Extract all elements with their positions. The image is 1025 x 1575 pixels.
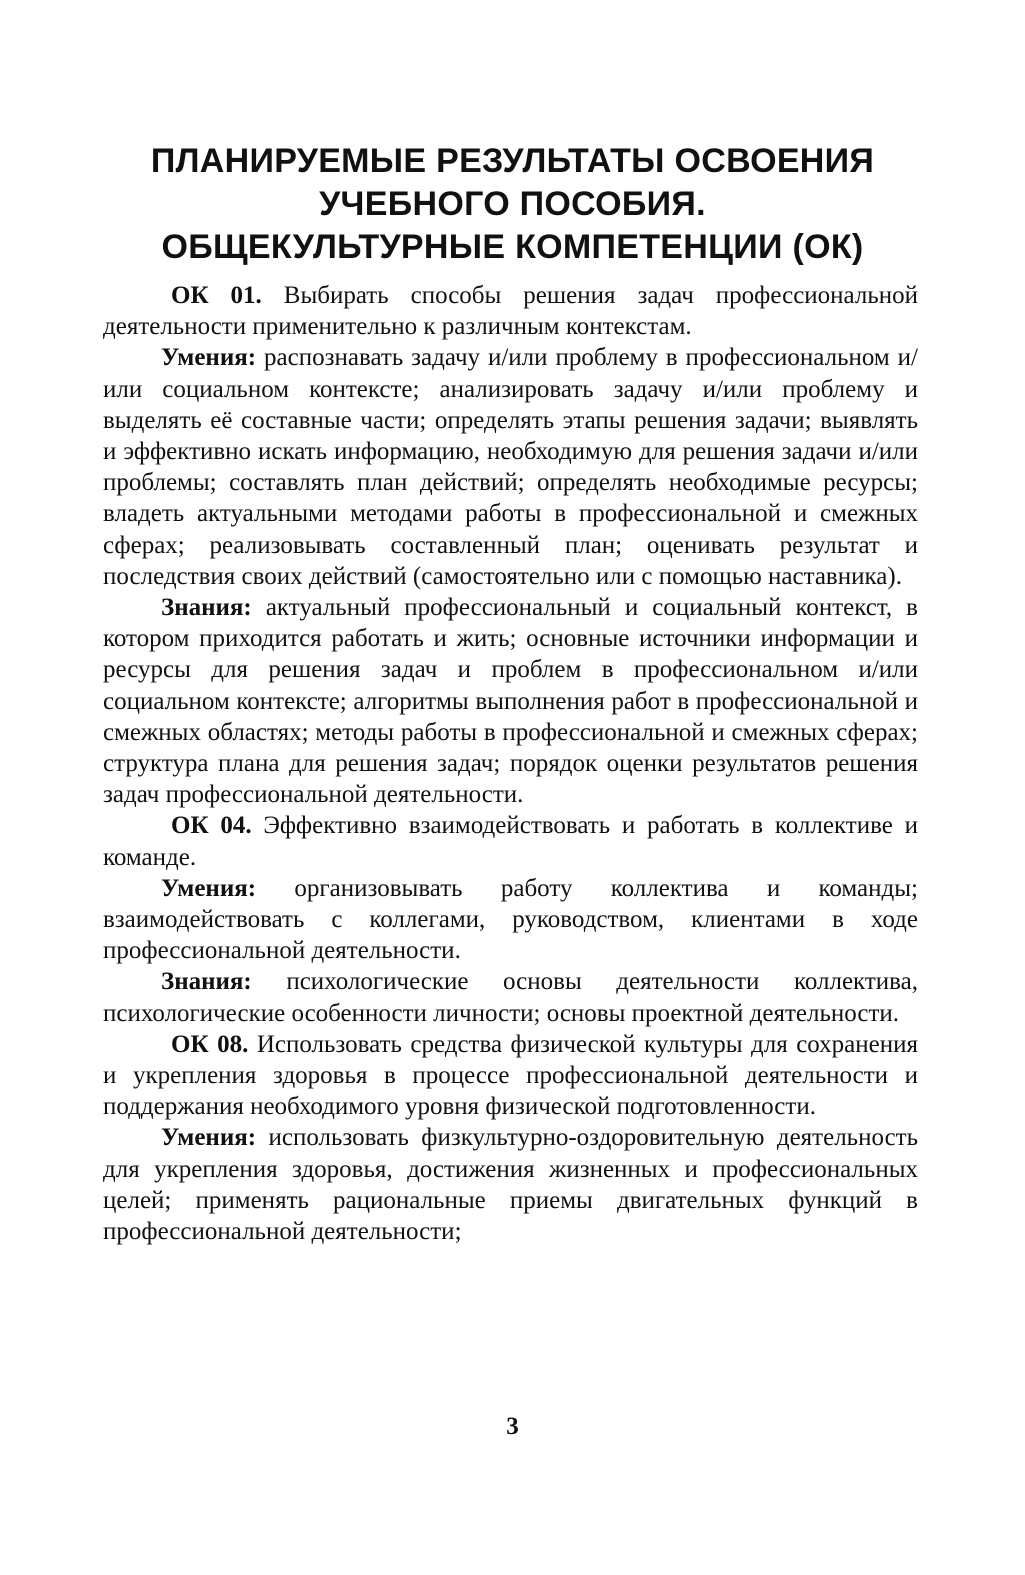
ok04-heading (103, 810, 918, 872)
ok04-knowledge-text: психологические основы деятельности коллектива, психологические особенности личности; основы проектной деятельности. (103, 968, 918, 1027)
ok01-text: Выбирать способы решения задач профессиональной деятельности применительно к различным контекстам. (103, 282, 918, 341)
title-line-2: УЧЕБНОГО ПОСОБИЯ. (319, 185, 706, 223)
document-body (103, 280, 918, 1247)
ok04-skills-text: организовывать работу коллектива и команды; взаимодействовать с коллегами, руководством, клиентами в ходе профессиональной деятельности. (103, 874, 918, 965)
ok01-skills-label: Умения: (161, 344, 257, 372)
title-line-1: ПЛАНИРУЕМЫЕ РЕЗУЛЬТАТЫ ОСВОЕНИЯ (150, 142, 875, 180)
ok04-skills-label: Умения: (161, 874, 257, 902)
ok04-skills (103, 873, 918, 967)
ok08-skills-label: Умения: (161, 1124, 257, 1152)
ok08-skills (103, 1122, 918, 1247)
ok01-skills (103, 342, 918, 592)
title-line-3: ОБЩЕКУЛЬТУРНЫЕ КОМПЕТЕНЦИИ (ОК) (161, 228, 864, 266)
ok01-knowledge (103, 592, 918, 810)
ok08-skills-text: использовать физкультурно-оздоровительную деятельность для укрепления здоровья, достижения жизненных и профессиональных целей; применять рациональные приемы двигательных функций в профессиональной деятельности; (103, 1124, 918, 1246)
ok01-code: ОК 01. (171, 282, 262, 309)
ok08-text: Использовать средства физической культуры для сохранения и укрепления здоровья в процессе профессиональной деятельности и поддержания необходимого уровня физической подготовленности. (103, 1030, 919, 1121)
page-number: 3 (506, 1413, 519, 1440)
ok08-heading (103, 1029, 918, 1123)
ok01-knowledge-label: Знания: (161, 594, 252, 622)
page-title (100, 140, 925, 269)
ok01-knowledge-text: актуальный профессиональный и социальный контекст, в котором приходится работать и жить; основные источники информации и ресурсы для решения задач и проблем в профессиональном и/или социальном контексте; алгоритмы выполнения работ в профессиональной и смежных областях; методы работы в профессиональной и смежных сферах; структура плана для решения задач; порядок оценки результатов решения задач профессиональной деятельности. (103, 594, 918, 809)
ok04-code: ОК 04. (171, 812, 252, 840)
ok04-knowledge (103, 966, 918, 1028)
ok01-heading (103, 280, 918, 342)
ok04-text: Эффективно взаимодействовать и работать в коллективе и команде. (103, 812, 918, 871)
ok08-code: ОК 08. (171, 1030, 249, 1058)
ok04-knowledge-label: Знания: (161, 968, 252, 996)
ok01-skills-text: распознавать задачу и/или проблему в профессиональном и/или социальном контексте; анализировать задачу и/или проблему и выделять её составные части; определять этапы решения задачи; выявлять и эффективно искать информацию, необходимую для решения задачи и/или проблемы; составлять план действий; определять необходимые ресурсы; владеть актуальными методами работы в профессиональной и смежных сферах; реализовывать составленный план; оценивать результат и последствия своих действий (самостоятельно или с помощью наставника). (103, 344, 918, 590)
